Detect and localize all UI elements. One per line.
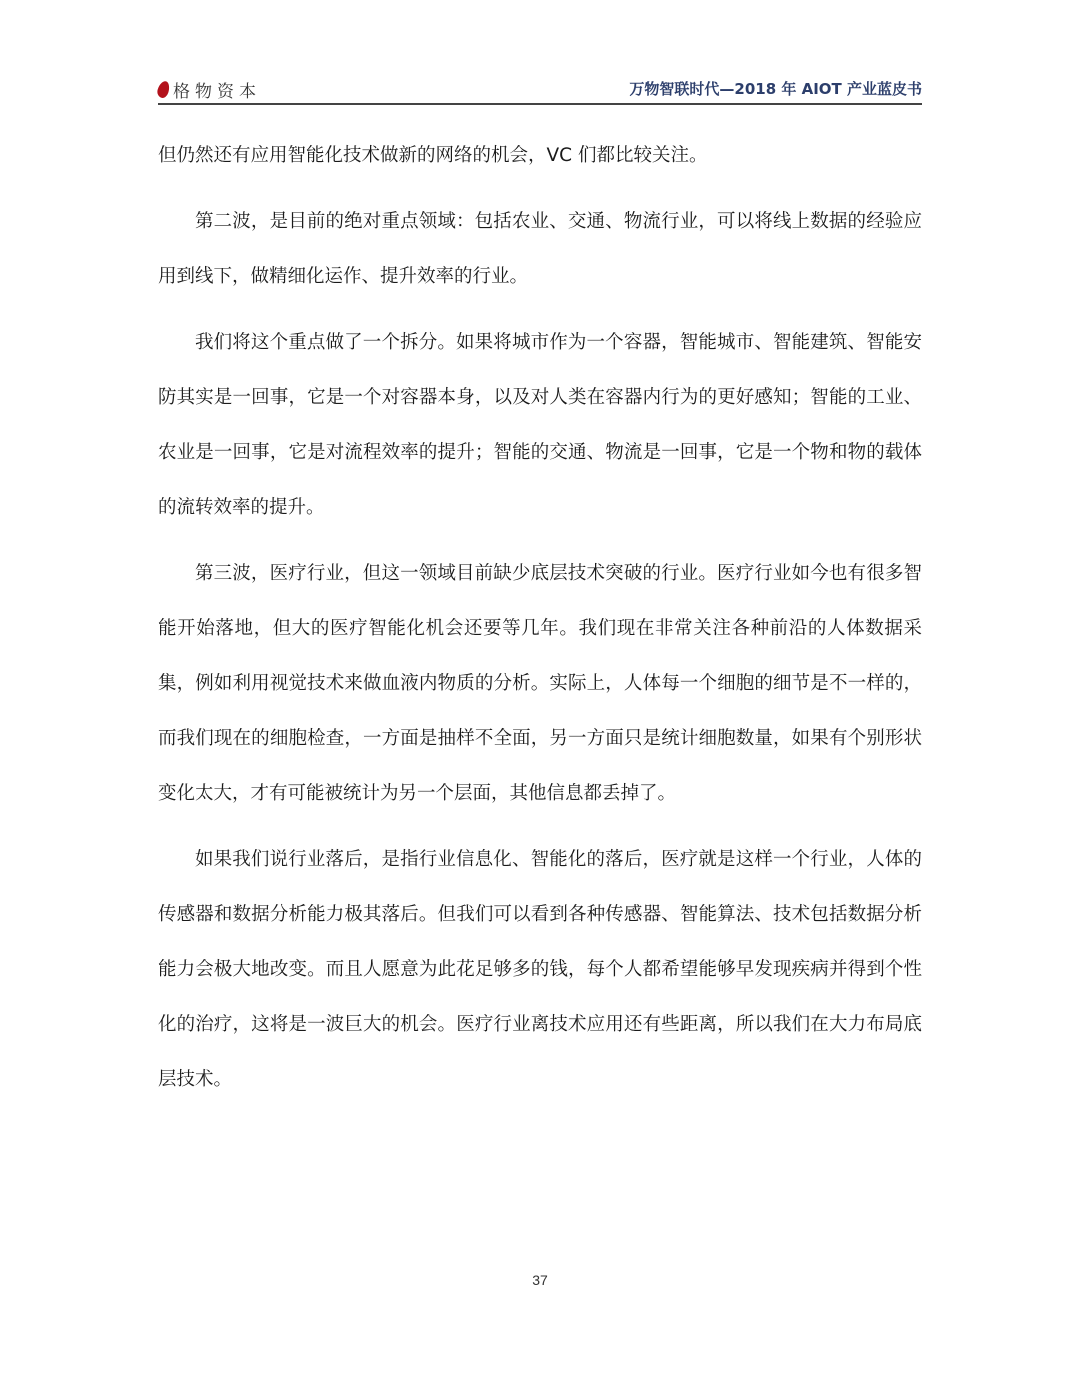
- page-header: [158, 72, 922, 104]
- paragraph-1: 但仍然还有应用智能化技术做新的网络的机会，VC 们都比较关注。: [158, 145, 708, 166]
- paragraph-5: 如果我们说行业落后，是指行业信息化、智能化的落后，医疗就是这样一个行业，人体的传感器和数据分析能力极其落后。但我们可以看到各种传感器、智能算法、技术包括数据分析能力会极大地改变。而且人愿意为此花足够多的钱，每个人都希望能够早发现疾病并得到个性化的治疗，这将是一波巨大的机会。医疗行业离技术应用还有些距离，所以我们在大力布局底层技术。: [158, 849, 922, 1090]
- logo: [158, 76, 261, 102]
- header-divider: [158, 103, 922, 105]
- paragraph-3: 我们将这个重点做了一个拆分。如果将城市作为一个容器，智能城市、智能建筑、智能安防其实是一回事，它是一个对容器本身，以及对人类在容器内行为的更好感知；智能的工业、农业是一回事，它是对流程效率的提升；智能的交通、物流是一回事，它是一个物和物的载体的流转效率的提升。: [158, 332, 922, 518]
- paragraph-4: 第三波，医疗行业，但这一领域目前缺少底层技术突破的行业。医疗行业如今也有很多智能开始落地，但大的医疗智能化机会还要等几年。我们现在非常关注各种前沿的人体数据采集，例如利用视觉技术来做血液内物质的分析。实际上，人体每一个细胞的细节是不一样的，而我们现在的细胞检查，一方面是抽样不全面，另一方面只是统计细胞数量，如果有个别形状变化太大，才有可能被统计为另一个层面，其他信息都丢掉了。: [158, 563, 922, 804]
- paragraph-2: 第二波，是目前的绝对重点领域：包括农业、交通、物流行业，可以将线上数据的经验应用到线下，做精细化运作、提升效率的行业。: [158, 211, 922, 287]
- page-number: 37: [532, 1272, 548, 1288]
- document-title: 万物智联时代—2018 年 AIOT 产业蓝皮书: [629, 80, 922, 98]
- logo-mark-icon: [156, 79, 172, 99]
- logo-text: 格物资本: [173, 81, 261, 102]
- body-text: [158, 128, 922, 1118]
